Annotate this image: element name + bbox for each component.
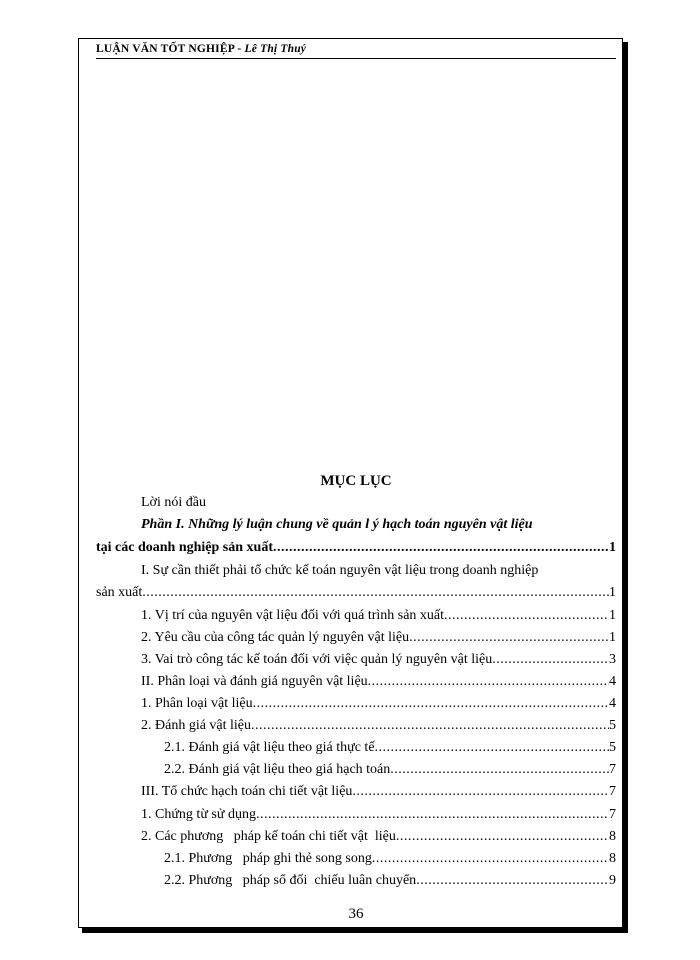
toc-leader-dots — [256, 806, 609, 824]
header-rule — [96, 58, 616, 59]
toc-entry-1-3 — [141, 651, 616, 669]
toc-leader-dots — [372, 850, 609, 868]
toc-entry-text: III. Tổ chức hạch toán chi tiết vật liệu — [141, 784, 353, 799]
toc-entry-text: 2.1. Đánh giá vật liệu theo giá thực tế — [164, 740, 375, 755]
toc-entry-text: 2. Các phương pháp kế toán chi tiết vật liệu — [141, 829, 396, 844]
toc-page-number: 1 — [609, 630, 616, 645]
toc-leader-dots — [390, 761, 609, 779]
toc-page-number: 5 — [609, 740, 616, 755]
header-prefix: LUẬN VĂN TỐT NGHIỆP - — [96, 43, 245, 55]
running-header — [96, 43, 616, 55]
toc-leader-dots — [253, 695, 609, 713]
toc-leader-dots — [142, 584, 609, 602]
toc-page-number: 4 — [609, 696, 616, 711]
toc-leader-dots — [396, 828, 609, 846]
toc-leader-dots — [352, 783, 609, 801]
toc-entry-part1 — [141, 516, 533, 534]
toc-entry-1-1 — [141, 607, 616, 625]
toc-page-number: 7 — [609, 762, 616, 777]
toc-entry-text: sản xuất — [96, 585, 143, 600]
toc-leader-dots — [273, 539, 609, 557]
toc-entry-text: Phần I. Những lý luận chung về quản l ý hạch toán nguyên vật liệu — [141, 517, 533, 532]
toc-entry-text: 1. Phân loại vật liệu — [141, 696, 253, 711]
toc-entry-section2 — [141, 673, 616, 691]
toc-page-number: 4 — [609, 674, 616, 689]
toc-entry-text: I. Sự cần thiết phải tổ chức kế toán nguyên vật liệu trong doanh nghiệp — [141, 563, 539, 578]
toc-entry-text: II. Phân loại và đánh giá nguyên vật liệu — [141, 674, 368, 689]
toc-entry-2-2-2 — [164, 761, 616, 779]
toc-title: MỤC LỤC — [320, 473, 392, 489]
toc-entry-text: 2. Đánh giá vật liệu — [141, 718, 252, 733]
toc-entry-text: 3. Vai trò công tác kế toán đối với việc quản lý nguyên vật liệu — [141, 652, 493, 667]
toc-entry-intro — [141, 494, 206, 512]
toc-page-number: 5 — [609, 718, 616, 733]
toc-entry-text: tại các doanh nghiệp sản xuất — [96, 540, 273, 555]
toc-entry-2-1 — [141, 695, 616, 713]
toc-entry-text: Lời nói đầu — [141, 495, 206, 510]
toc-leader-dots — [416, 872, 609, 890]
toc-entry-text: 1. Vị trí của nguyên vật liệu đối với quá trình sản xuất — [141, 608, 445, 623]
toc-page-number: 1 — [609, 540, 616, 555]
toc-entry-text: 1. Chứng từ sử dụng — [141, 807, 256, 822]
toc-entry-2-2 — [141, 717, 616, 735]
toc-leader-dots — [444, 607, 609, 625]
page-shadow-right — [623, 42, 628, 932]
toc-entry-section3 — [141, 783, 616, 801]
toc-entry-part1-cont — [96, 539, 616, 557]
toc-entry-3-2 — [141, 828, 616, 846]
toc-leader-dots — [409, 629, 609, 647]
toc-page-number: 7 — [609, 784, 616, 799]
toc-page-number: 9 — [609, 873, 616, 888]
toc-entry-2-2-1 — [164, 739, 616, 757]
toc-entry-section1-cont — [96, 584, 616, 602]
page-shadow-bottom — [82, 928, 628, 933]
page-number: 36 — [348, 906, 364, 922]
toc-entry-section1 — [141, 562, 538, 580]
toc-page-number: 7 — [609, 807, 616, 822]
toc-leader-dots — [251, 717, 609, 735]
toc-entry-text: 2.2. Đánh giá vật liệu theo giá hạch toán — [164, 762, 391, 777]
toc-leader-dots — [368, 673, 609, 691]
toc-entry-text: 2.1. Phương pháp ghi thẻ song song — [164, 851, 372, 866]
toc-page-number: 8 — [609, 829, 616, 844]
toc-leader-dots — [375, 739, 609, 757]
toc-page-number: 1 — [609, 585, 616, 600]
header-author: Lê Thị Thuý — [244, 43, 307, 55]
toc-entry-3-2-1 — [164, 850, 616, 868]
toc-page-number: 3 — [609, 652, 616, 667]
toc-entry-3-1 — [141, 806, 616, 824]
toc-entry-text: 2. Yêu cầu của công tác quản lý nguyên vật liệu — [141, 630, 410, 645]
toc-entry-text: 2.2. Phương pháp sổ đối chiếu luân chuyển — [164, 873, 417, 888]
toc-page-number: 1 — [609, 608, 616, 623]
toc-page-number: 8 — [609, 851, 616, 866]
toc-leader-dots — [492, 651, 609, 669]
toc-entry-1-2 — [141, 629, 616, 647]
toc-entry-3-2-2 — [164, 872, 616, 890]
